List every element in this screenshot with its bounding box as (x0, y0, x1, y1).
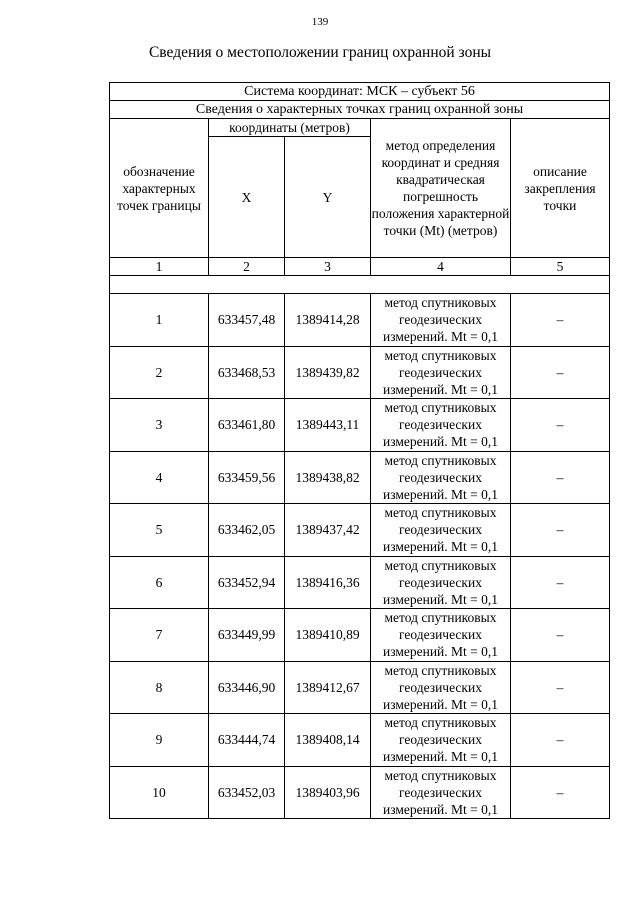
table-row (110, 609, 610, 662)
y-column-header: Y (285, 137, 371, 258)
x-column-header: X (209, 137, 285, 258)
column-number: 4 (371, 258, 511, 276)
description-cell: – (511, 714, 610, 767)
x-coordinate-cell: 633452,03 (209, 766, 285, 819)
blank-cell (110, 276, 610, 294)
table-row (110, 556, 610, 609)
coordinate-system-row (110, 83, 610, 101)
method-cell: метод спутниковых геодезических измерений. Mt = 0,1 (371, 714, 511, 767)
x-coordinate-cell: 633452,94 (209, 556, 285, 609)
y-coordinate-cell: 1389410,89 (285, 609, 371, 662)
description-cell: – (511, 609, 610, 662)
y-coordinate-cell: 1389439,82 (285, 346, 371, 399)
y-coordinate-cell: 1389416,36 (285, 556, 371, 609)
column-number-row (110, 258, 610, 276)
column-number: 3 (285, 258, 371, 276)
y-coordinate-cell: 1389438,82 (285, 451, 371, 504)
column-header-row (110, 119, 610, 137)
point-id-cell: 1 (110, 294, 209, 347)
table-row (110, 346, 610, 399)
y-coordinate-cell: 1389414,28 (285, 294, 371, 347)
coordinate-system-header: Система координат: МСК – субъект 56 (110, 83, 610, 101)
x-coordinate-cell: 633468,53 (209, 346, 285, 399)
boundary-points-table (109, 82, 610, 819)
point-id-cell: 6 (110, 556, 209, 609)
designation-column-header: обозначение характерных точек границы (110, 119, 209, 258)
table-row (110, 714, 610, 767)
description-column-header: описание закрепления точки (511, 119, 610, 258)
description-cell: – (511, 504, 610, 557)
x-coordinate-cell: 633459,56 (209, 451, 285, 504)
column-number: 5 (511, 258, 610, 276)
description-cell: – (511, 766, 610, 819)
method-cell: метод спутниковых геодезических измерений. Mt = 0,1 (371, 346, 511, 399)
method-cell: метод спутниковых геодезических измерений. Mt = 0,1 (371, 766, 511, 819)
info-header-row (110, 101, 610, 119)
document-title: Сведения о местоположении границ охранной зоны (148, 44, 492, 61)
table-row (110, 661, 610, 714)
description-cell: – (511, 346, 610, 399)
blank-row (110, 276, 610, 294)
point-id-cell: 9 (110, 714, 209, 767)
method-cell: метод спутниковых геодезических измерений. Mt = 0,1 (371, 609, 511, 662)
method-cell: метод спутниковых геодезических измерений. Mt = 0,1 (371, 294, 511, 347)
point-id-cell: 2 (110, 346, 209, 399)
table-row (110, 294, 610, 347)
point-id-cell: 4 (110, 451, 209, 504)
point-id-cell: 5 (110, 504, 209, 557)
point-id-cell: 8 (110, 661, 209, 714)
x-coordinate-cell: 633457,48 (209, 294, 285, 347)
description-cell: – (511, 451, 610, 504)
page-number: 139 (311, 16, 329, 28)
method-cell: метод спутниковых геодезических измерений. Mt = 0,1 (371, 451, 511, 504)
description-cell: – (511, 556, 610, 609)
table-row (110, 451, 610, 504)
description-cell: – (511, 294, 610, 347)
description-cell: – (511, 399, 610, 452)
x-coordinate-cell: 633462,05 (209, 504, 285, 557)
coordinates-column-header: координаты (метров) (209, 119, 371, 137)
y-coordinate-cell: 1389412,67 (285, 661, 371, 714)
characteristic-points-header: Сведения о характерных точках границ охранной зоны (110, 101, 610, 119)
method-cell: метод спутниковых геодезических измерений. Mt = 0,1 (371, 661, 511, 714)
y-coordinate-cell: 1389403,96 (285, 766, 371, 819)
point-id-cell: 10 (110, 766, 209, 819)
method-cell: метод спутниковых геодезических измерений. Mt = 0,1 (371, 399, 511, 452)
description-cell: – (511, 661, 610, 714)
method-cell: метод спутниковых геодезических измерений. Mt = 0,1 (371, 556, 511, 609)
point-id-cell: 7 (110, 609, 209, 662)
y-coordinate-cell: 1389443,11 (285, 399, 371, 452)
y-coordinate-cell: 1389408,14 (285, 714, 371, 767)
table-row (110, 766, 610, 819)
x-coordinate-cell: 633461,80 (209, 399, 285, 452)
x-coordinate-cell: 633446,90 (209, 661, 285, 714)
x-coordinate-cell: 633444,74 (209, 714, 285, 767)
column-number: 2 (209, 258, 285, 276)
method-column-header: метод определения координат и средняя квадратическая погрешность положения характерной точки (Mt) (метров) (371, 119, 511, 258)
x-coordinate-cell: 633449,99 (209, 609, 285, 662)
table-row (110, 504, 610, 557)
method-cell: метод спутниковых геодезических измерений. Mt = 0,1 (371, 504, 511, 557)
table-row (110, 399, 610, 452)
y-coordinate-cell: 1389437,42 (285, 504, 371, 557)
point-id-cell: 3 (110, 399, 209, 452)
column-number: 1 (110, 258, 209, 276)
